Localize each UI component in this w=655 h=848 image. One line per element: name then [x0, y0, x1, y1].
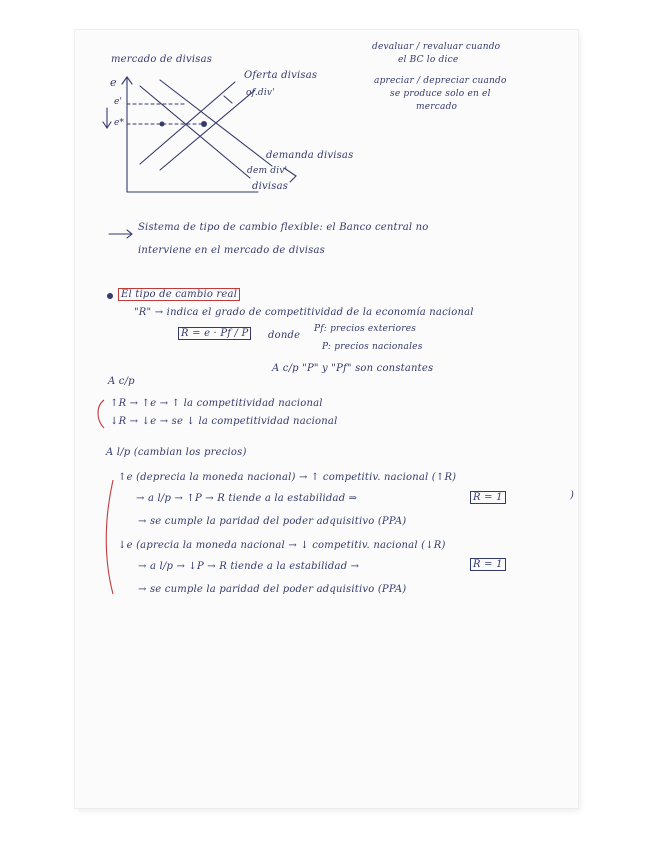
- side-note-2: el BC lo dice: [398, 55, 459, 65]
- short-term-line-2: ↓R → ↓e → se ↓ la competitividad nacional: [110, 416, 338, 427]
- long-term-line-1: ↑e (deprecia la moneda nacional) → ↑ competitiv. nacional (↑R): [118, 472, 457, 483]
- demand-label: demanda divisas: [266, 150, 354, 161]
- flexible-line-1: Sistema de tipo de cambio flexible: el Banco central no: [138, 222, 429, 233]
- long-term-line-2: → a l/p → ↑P → R tiende a la estabilidad ⇒: [136, 493, 358, 504]
- real-rate-formula: R = e · Pf / P: [178, 327, 251, 340]
- r-equals-1-box-2: R = 1: [470, 558, 506, 571]
- long-term-line-3: → se cumple la paridad del poder adquisitivo (PPA): [138, 516, 407, 527]
- p-definition: P: precios nacionales: [322, 342, 423, 352]
- side-note-4: se produce solo en el: [390, 89, 491, 99]
- bullet: [107, 293, 113, 299]
- supply-shift-label: of.div': [246, 88, 275, 98]
- short-term-heading: A c/p: [108, 376, 135, 387]
- long-term-line-6: → se cumple la paridad del poder adquisitivo (PPA): [138, 584, 407, 595]
- short-term-line-1: ↑R → ↑e → ↑ la competitividad nacional: [110, 398, 323, 409]
- supply-curve-shifted: [160, 90, 255, 170]
- graph-axes: [127, 78, 258, 192]
- equilibrium-point: [201, 121, 207, 127]
- real-rate-heading: El tipo de cambio real: [118, 288, 240, 301]
- constants-note: A c/p "P" y "Pf" son constantes: [272, 363, 434, 374]
- r-equals-1-box-1: R = 1: [470, 491, 506, 504]
- pf-definition: Pf: precios exteriores: [314, 324, 417, 334]
- margin-mark: ): [570, 490, 575, 501]
- e-star-label: e*: [114, 118, 125, 128]
- supply-curve: [140, 82, 235, 164]
- flexible-line-2: interviene en el mercado de divisas: [138, 245, 326, 256]
- graph-title: mercado de divisas: [111, 54, 213, 65]
- long-term-line-5: → a l/p → ↓P → R tiende a la estabilidad →: [138, 561, 360, 572]
- supply-label: Oferta divisas: [244, 70, 318, 81]
- side-note-5: mercado: [416, 102, 458, 112]
- long-term-heading: A l/p (cambian los precios): [106, 447, 247, 458]
- bracket-cp: [98, 400, 104, 428]
- real-rate-definition: "R" → indica el grado de competitividad de la economía nacional: [134, 307, 474, 318]
- side-note-3: apreciar / depreciar cuando: [374, 76, 507, 86]
- long-term-line-4: ↓e (aprecia la moneda nacional → ↓ competitiv. nacional (↓R): [118, 540, 446, 551]
- donde-label: donde: [268, 330, 301, 341]
- demand-curve: [140, 86, 250, 178]
- x-axis-label: divisas: [252, 181, 289, 192]
- y-axis-label: e: [110, 76, 117, 89]
- demand-shift-label: dem div': [247, 166, 288, 176]
- bracket-lp: [106, 480, 113, 594]
- side-note-1: devaluar / revaluar cuando: [372, 42, 501, 52]
- e-prime-label: e': [114, 97, 123, 107]
